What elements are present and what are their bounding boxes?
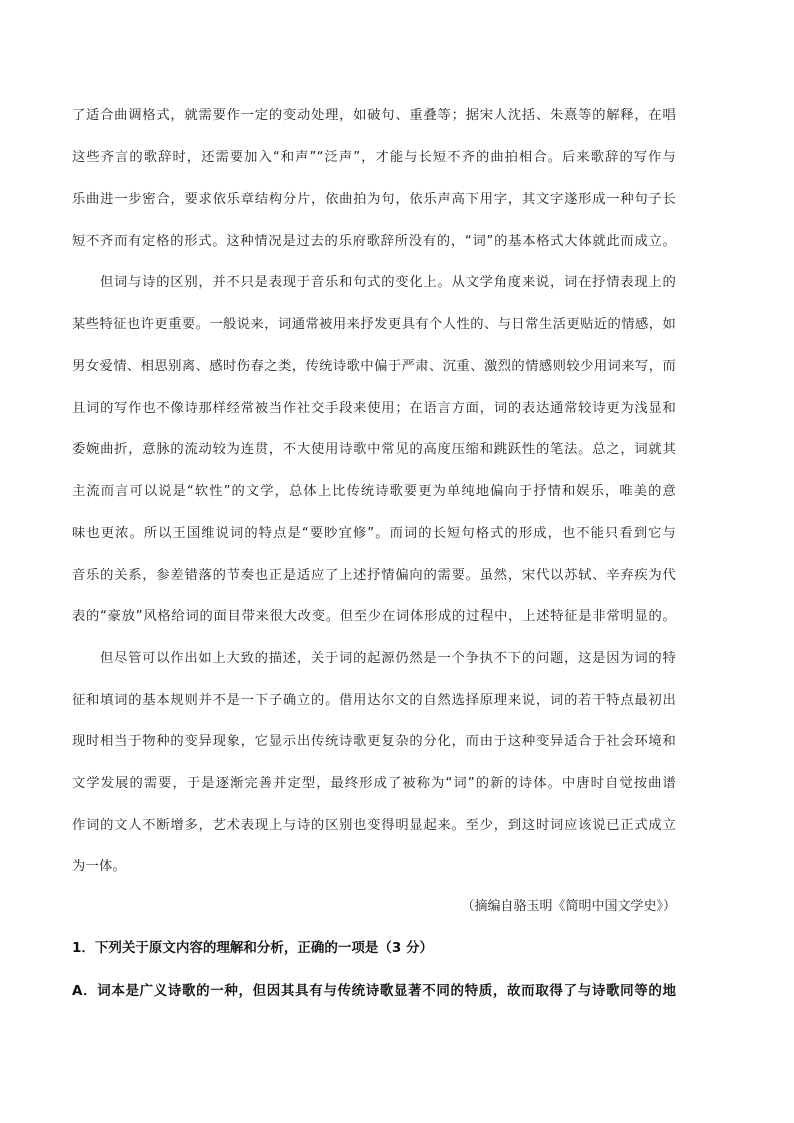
text-line: 乐曲进一步密合，要求依乐章结构分片，依曲拍为句，依乐声高下用字，其文字遂形成一种句子长 xyxy=(72,192,676,207)
text-line: 但词与诗的区别，并不只是表现于音乐和句式的变化上。从文学角度来说，词在抒情表现上的 xyxy=(100,275,676,290)
text-line: 且词的写作也不像诗那样经常被当作社交手段来使用；在语言方面，词的表达通常较诗更为浅显和 xyxy=(72,401,676,416)
text-line: 主流而言可以说是“软性”的文学，总体上比传统诗歌要更为单纯地偏向于抒情和娱乐，唯美的意 xyxy=(72,484,676,499)
source-citation: （摘编自骆玉明《简明中国文学史》） xyxy=(461,899,676,914)
question-option-a: A．词本是广义诗歌的一种，但因其具有与传统诗歌显著不同的特质，故而取得了与诗歌同等的地 xyxy=(72,983,676,999)
text-line: 为一体。 xyxy=(72,859,126,874)
text-line: 了适合曲调格式，就需要作一定的变动处理，如破句、重叠等；据宋人沈括、朱熹等的解释，在唱 xyxy=(72,108,676,123)
text-line: 文学发展的需要，于是逐渐完善并定型，最终形成了被称为“词”的新的诗体。中唐时自觉按曲谱 xyxy=(72,776,676,791)
question-stem: 1．下列关于原文内容的理解和分析，正确的一项是（3 分） xyxy=(72,940,433,956)
text-line: 作词的文人不断增多，艺术表现上与诗的区别也变得明显起来。至少，到这时词应该说已正式成立 xyxy=(72,818,676,833)
text-line: 现时相当于物种的变异现象，它显示出传统诗歌更复杂的分化，而由于这种变异适合于社会环境和 xyxy=(72,734,676,749)
text-line: 味也更浓。所以王国维说词的特点是“要眇宜修”。而词的长短句格式的形成，也不能只看到它与 xyxy=(72,526,676,541)
text-line: 音乐的关系，参差错落的节奏也正是适应了上述抒情偏向的需要。虽然，宋代以苏轼、辛弃疾为代 xyxy=(72,568,676,583)
text-line: 表的“豪放”风格给词的面目带来很大改变。但至少在词体形成的过程中，上述特征是非常明显的。 xyxy=(72,609,676,624)
text-line: 某些特征也许更重要。一般说来，词通常被用来抒发更具有个人性的、与日常生活更贴近的情感，如 xyxy=(72,317,676,332)
text-line: 男女爱情、相思别离、感时伤春之类，传统诗歌中偏于严肃、沉重、激烈的情感则较少用词来写，而 xyxy=(72,359,676,374)
text-line: 短不齐而有定格的形式。这种情况是过去的乐府歌辞所没有的，“词”的基本格式大体就此而成立。 xyxy=(72,234,676,249)
text-line: 征和填词的基本规则并不是一下子确立的。借用达尔文的自然选择原理来说，词的若干特点最初出 xyxy=(72,693,676,708)
text-line: 但尽管可以作出如上大致的描述，关于词的起源仍然是一个争执不下的问题，这是因为词的特 xyxy=(100,651,676,666)
text-line: 委婉曲折，意脉的流动较为连贯，不大使用诗歌中常见的高度压缩和跳跃性的笔法。总之，词就其 xyxy=(72,442,676,457)
text-line: 这些齐言的歌辞时，还需要加入“和声”“泛声”，才能与长短不齐的曲拍相合。后来歌辞的写作与 xyxy=(72,150,676,165)
